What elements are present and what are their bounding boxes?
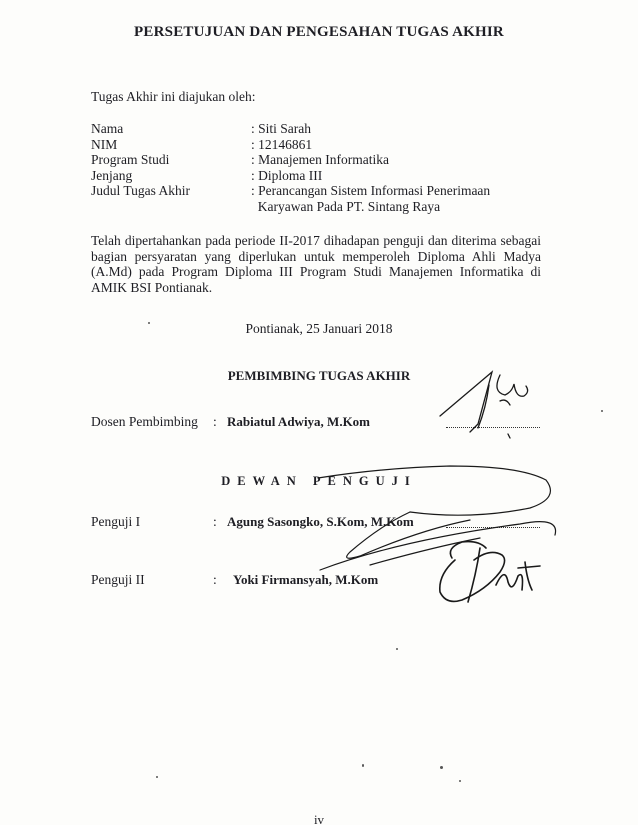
info-value: : Diploma III — [251, 167, 323, 183]
page-title: PERSETUJUAN DAN PENGESAHAN TUGAS AKHIR — [134, 24, 504, 40]
approval-paragraph: Telah dipertahankan pada periode II-2017 dihadapan penguji dan diterima sebagai bagian persyaratan yang diperlukan untuk memperoleh Diploma Ahli Madya (A.Md) pada Program Diploma III Program Studi Manajemen Informatika di AMIK BSI Pontianak. — [91, 233, 541, 295]
penguji-1-name: Agung Sasongko, S.Kom, M.Kom — [227, 514, 414, 529]
penguji-2-label: Penguji II — [91, 572, 145, 587]
place-date-text: Pontianak, 25 Januari 2018 — [245, 321, 393, 336]
scan-speck — [148, 322, 150, 324]
pembimbing-label: Dosen Pembimbing — [91, 414, 198, 429]
pembimbing-name: Rabiatul Adwiya, M.Kom — [227, 414, 371, 429]
dewan-heading: DEWAN PENGUJI — [221, 474, 417, 488]
intro-text: Tugas Akhir ini diajukan oleh: — [91, 89, 256, 104]
penguji-1-colon: : — [213, 514, 217, 529]
scan-speck — [156, 776, 158, 778]
info-value: : Perancangan Sistem Informasi Penerimaan — [251, 183, 491, 198]
penguji-2-name: Yoki Firmansyah, M.Kom — [233, 572, 379, 587]
info-label: NIM — [91, 136, 118, 152]
signature-penguji-2 — [440, 542, 540, 602]
pembimbing-heading: PEMBIMBING TUGAS AKHIR — [227, 368, 411, 383]
signature-penguji-1 — [318, 466, 556, 570]
info-value: : Siti Sarah — [251, 121, 311, 136]
info-label: Program Studi — [91, 152, 170, 167]
info-label: Nama — [91, 121, 124, 136]
info-label: Jenjang — [91, 167, 133, 183]
penguji-1-label: Penguji I — [91, 514, 141, 529]
scan-speck — [459, 780, 461, 782]
info-label: Judul Tugas Akhir — [91, 183, 191, 198]
pembimbing-colon: : — [213, 414, 217, 429]
scan-speck — [362, 764, 364, 767]
info-value: : 12146861 — [251, 136, 313, 152]
info-value: Karyawan Pada PT. Sintang Raya — [251, 198, 441, 214]
scan-speck — [440, 766, 443, 769]
signature-pembimbing — [440, 372, 528, 438]
info-value: : Manajemen Informatika — [251, 152, 389, 167]
scan-speck — [396, 648, 398, 650]
page-number: iv — [313, 812, 325, 827]
penguji-2-colon: : — [213, 572, 217, 587]
scan-speck — [601, 410, 603, 412]
